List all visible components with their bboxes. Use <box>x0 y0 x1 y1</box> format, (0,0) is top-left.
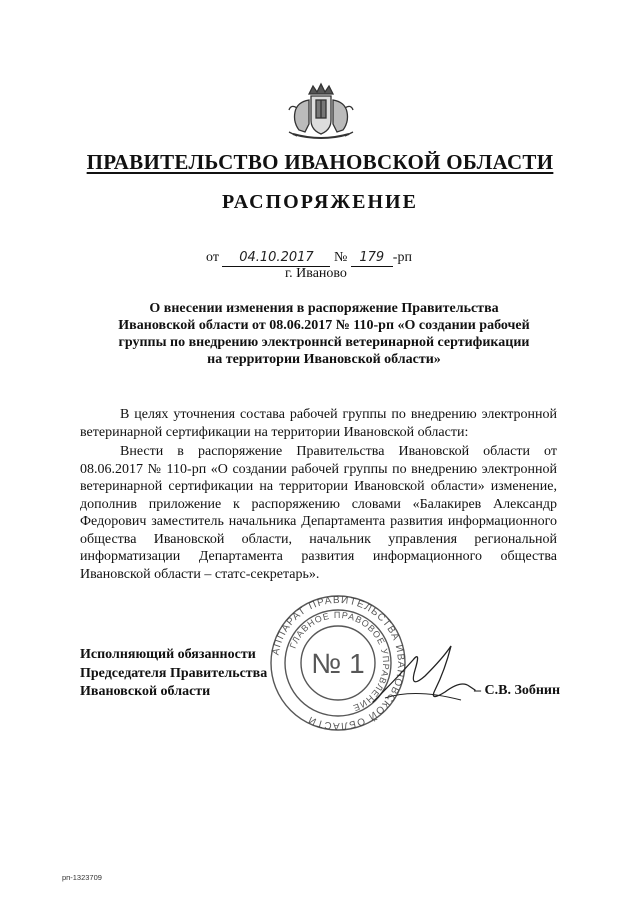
signer-name <box>474 683 560 699</box>
signer-title-line: Председателя Правительства <box>80 665 268 681</box>
city: г. Иваново <box>285 266 347 281</box>
stamp-outer-text: АППАРАТ ПРАВИТЕЛЬСТВА ИВАНОВСКОЙ ОБЛАСТИ <box>270 594 407 732</box>
subject-line: Ивановской области от 08.06.2017 № 110-рп «О создании рабочей <box>118 318 530 333</box>
signer-dash: – <box>474 683 481 698</box>
subject-line: О внесении изменения в распоряжение Правительства <box>149 301 499 316</box>
document-type: РАСПОРЯЖЕНИЕ <box>222 191 418 213</box>
signer-name-text: С.В. Зобнин <box>484 683 561 698</box>
coat-of-arms-icon <box>283 82 359 142</box>
number-prefix: № <box>333 250 348 265</box>
body-paragraph: Внести в распоряжение Правительства Ивановской области от 08.06.2017 № 110-рп «О создании рабочей группы по внедрению электронной ветеринарной сертификации на территории Ивановской области» изменение, дополнив приложение к распоряжению словами «Балакирев Александр Федорович заместитель начальника Департамента развития информационного общества Ивановской области, начальник управления региональной информатизации Департамента развития информационного общества Ивановской области – статс-секретарь». <box>80 444 557 582</box>
date-prefix: от <box>206 250 219 265</box>
subject-line: на территории Ивановской области» <box>207 352 441 367</box>
signer-title <box>80 646 267 702</box>
document-number: 179 <box>351 250 393 267</box>
document-id: рп-1323709 <box>62 873 102 882</box>
signer-title-line: Исполняющий обязанности <box>80 647 256 662</box>
document-body <box>80 406 557 583</box>
stamp-inner-text: ГЛАВНОЕ ПРАВОВОЕ УПРАВЛЕНИЕ <box>287 609 392 714</box>
subject-line: группы по внедрению электроннсй ветеринарной сертификации <box>118 335 530 350</box>
body-paragraph: В целях уточнения состава рабочей группы по внедрению электронной ветеринарной сертификации на территории Ивановской области: <box>80 407 557 440</box>
number-suffix: -рп <box>392 250 412 265</box>
document-subject <box>60 300 588 368</box>
signer-title-line: Ивановской области <box>80 684 211 699</box>
date-number-row <box>206 250 412 267</box>
stamp-center-text: № 1 <box>311 648 365 679</box>
document-date: 04.10.2017 <box>222 250 330 267</box>
handwritten-signature <box>365 640 485 720</box>
government-title: ПРАВИТЕЛЬСТВО ИВАНОВСКОЙ ОБЛАСТИ <box>86 150 554 174</box>
